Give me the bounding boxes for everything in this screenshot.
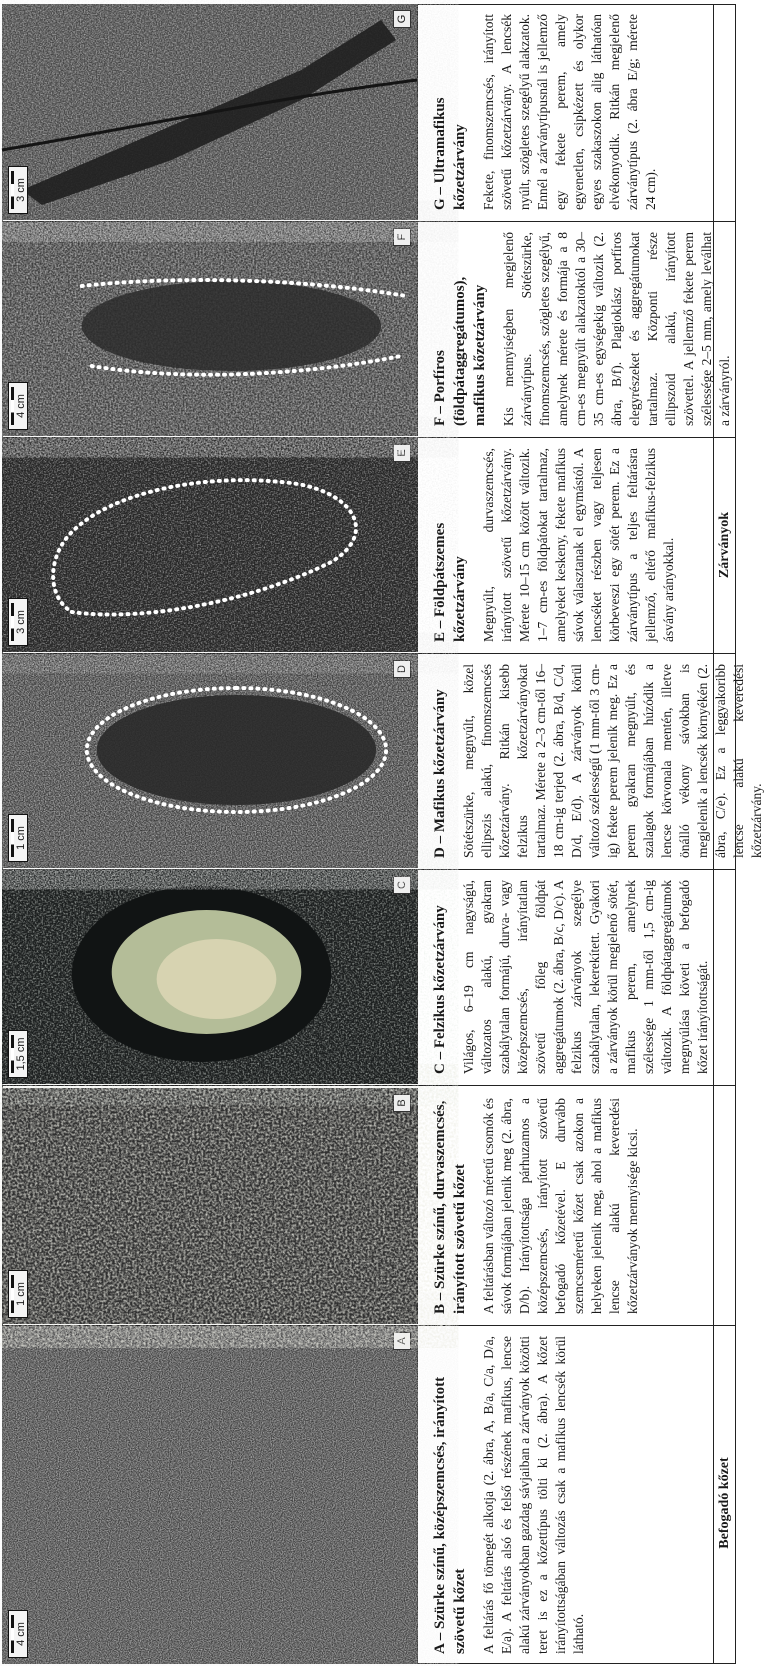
rock-texture-f bbox=[2, 222, 417, 436]
panel-body-d: Sötétszürke, megnyúlt, közel ellipszis alakú, finomszemcsés kőzetzárvány. Ritkán kisebb felzikus kőzetzárványokat tartalmaz. Mérete a 2–3 cm-től 16–18 cm-ig terjed (2. ábra, B/d, C/d, D/d, E/d). A zárványok körül változó szélességű (1 mm-től 3 cm-ig) fekete perem jelenik meg. Ez a perem gyakran megnyúlt, és szalagok formájában húzódik a lencse körvonala mentén, illetve önálló vékony sávokban is megjelenik a lencsék környékén (2. ábra, C/e). Ez a leggyakoribb lencse alakú keveredési kőzetzárvány. bbox=[461, 664, 764, 858]
scale-bar-a bbox=[8, 1610, 28, 1658]
scale-label-e: 3 cm bbox=[15, 610, 27, 634]
scale-bar-b bbox=[8, 1270, 28, 1318]
panel-title-g: G – Ultramafikus kőzetzárvány bbox=[432, 97, 468, 210]
panel-text-d bbox=[430, 664, 764, 858]
panel-g bbox=[2, 4, 736, 220]
rock-texture-d bbox=[2, 654, 417, 868]
photo-a bbox=[2, 1326, 418, 1664]
panel-letter-d: D bbox=[393, 660, 411, 678]
rock-texture-a bbox=[2, 1326, 417, 1664]
panel-title-d: D – Mafikus kőzetzárvány bbox=[432, 689, 448, 858]
panel-body-g: Fekete, finomszemcsés, irányított szövetű kőzetzárvány. A lencsék nyúlt, szögletes szegélyű alakzatok. Ennél a zárványtípusnál is jellemző egy fekete perem, amely egyenetlen, csipkézett és olykor egyes szakaszokon alig láthatóan elvékonyodik. Ritkán megjelenő zárványtípus (2. ábra E/g; mérete 24 cm). bbox=[481, 14, 658, 210]
panel-e bbox=[2, 438, 736, 652]
panel-f bbox=[2, 222, 736, 436]
rock-texture-b bbox=[2, 1088, 417, 1324]
section-header-host-rock: Befogadó kőzet bbox=[717, 1457, 732, 1549]
panel-body-a: A feltárás fő tömegét alkotja (2. ábra, A, B/a, C/a, D/a, E/a). A feltárás alsó és felső részének mafikus, lencse alakú zárványokban gazdag sávjaiban a zárványok közötti teret is ez a kőzettípus tölti ki (2. ábra). A kőzet irányítottságában változás csak a mafikus lencsék körül látható. bbox=[481, 1336, 586, 1654]
panel-letter-b: B bbox=[393, 1094, 411, 1112]
column-divider bbox=[2, 221, 736, 222]
panel-body-e: Megnyúlt, durvaszemcsés, irányított szövetű kőzetzárvány. Mérete 10–15 cm között változik. 1–7 cm-es földpátokat tartalmaz, amelyeket keskeny, fekete mafikus sávok választanak el egymástól. A lencséket részben vagy teljesen körbeveszi egy sötét perem. Ez a zárványtípus a teljes feltárásra jellemző, eltérő mafikus-felzikus ásvány arányokkal. bbox=[481, 448, 676, 642]
panel-d bbox=[2, 654, 764, 868]
column-divider bbox=[2, 437, 736, 438]
panel-letter-e: E bbox=[393, 444, 411, 462]
panel-b bbox=[2, 1088, 736, 1324]
scale-label-b: 1 cm bbox=[15, 1282, 27, 1306]
scale-bar-f bbox=[8, 382, 28, 430]
panel-text-e bbox=[430, 448, 728, 642]
panel-title-f: F – Porfíros (földpátaggregátumos), mafikus kőzetzárvány bbox=[432, 276, 488, 426]
photo-g bbox=[2, 4, 418, 220]
photo-e bbox=[2, 438, 418, 652]
panel-text-g bbox=[430, 14, 728, 210]
panel-text-b bbox=[430, 1098, 706, 1314]
rock-texture-e bbox=[2, 438, 417, 652]
scale-bar-c bbox=[8, 1030, 28, 1078]
panel-letter-c: C bbox=[393, 876, 411, 894]
section-header-inclusions: Zárványok bbox=[717, 511, 732, 579]
panel-letter-g: G bbox=[393, 10, 411, 28]
photo-d bbox=[2, 654, 418, 868]
rock-texture-c bbox=[2, 870, 417, 1084]
photo-b bbox=[2, 1088, 418, 1324]
scale-label-a: 4 cm bbox=[15, 1622, 27, 1646]
scale-bar-e bbox=[8, 598, 28, 646]
panel-a bbox=[2, 1326, 736, 1664]
panel-text-c bbox=[430, 880, 728, 1074]
photo-c bbox=[2, 870, 418, 1084]
panel-body-c: Világos, 6–19 cm nagyságú, változatos alakú, gyakran szabálytalan formájú, durva- vagy középszemcsés, irányítatlan szövetű főleg földpát aggregátumok (2. ábra, B/c, D/c). A felzikus zárványok szegélye szabálytalan, lekerekített. Gyakori a zárványok körül megjelenő sötét, mafikus perem, amelynek szélessége 1 mm-től 1,5 cm-ig változik. A földpátaggregátumok megnyúlása követi a befogadó kőzet irányítottságát. bbox=[461, 880, 710, 1074]
scale-label-f: 4 cm bbox=[15, 394, 27, 418]
panel-letter-a: A bbox=[393, 1332, 411, 1350]
rock-texture-g bbox=[2, 4, 417, 220]
panel-text-a bbox=[430, 1336, 706, 1654]
scale-bar-d bbox=[8, 814, 28, 862]
column-divider bbox=[2, 1325, 736, 1326]
scale-bar-g bbox=[8, 166, 28, 214]
panel-body-f: Kis mennyiségben megjelenő zárványtípus. Sötétszürke, finomszemcsés, szögletes szegélyű, amelynek mérete és formája a 8 cm-es megnyúlt alakzatoktól a 30–35 cm-es egységekig változik (2. ábra, B/f). Plagioklász porfíros elegyrészeket és aggregátumokat tartalmaz. Központi része ellipszoid alakú, irányított szövettel. A jellemző fekete perem szélessége 2–5 mm, amely leválhat a zárványról. bbox=[501, 232, 732, 426]
scale-label-d: 1 cm bbox=[15, 826, 27, 850]
column-divider bbox=[2, 869, 736, 870]
panel-title-a: A – Szürke színű, középszemcsés, irányított szövetű kőzet bbox=[432, 1376, 468, 1654]
panel-title-e: E – Földpátszemes kőzetzárvány bbox=[432, 522, 468, 642]
scale-label-c: 1,5 cm bbox=[15, 1037, 27, 1071]
panel-text-f bbox=[430, 232, 732, 426]
panel-title-c: C – Felzikus kőzetzárvány bbox=[432, 905, 448, 1074]
column-divider bbox=[2, 653, 736, 654]
panel-body-b: A feltárásban változó méretű csomók és sávok formájában jelenik meg (2. ábra, D/b). Irányítottsága párhuzamos a középszemcsés, irányított szövetű befogadó kőzetével. E durvább szemcseméretű kőzet csak azokon a helyeken jelenik meg, ahol a mafikus lencse alakú keveredési kőzetzárványok mennyisége kicsi. bbox=[481, 1098, 640, 1314]
scale-label-g: 3 cm bbox=[15, 178, 27, 202]
panel-c bbox=[2, 870, 736, 1084]
panel-letter-f: F bbox=[393, 228, 411, 246]
column-divider bbox=[2, 1085, 736, 1086]
photo-f bbox=[2, 222, 418, 436]
panel-title-b: B – Szürke színű, durvaszemcsés, irányított szövetű kőzet bbox=[432, 1100, 468, 1314]
